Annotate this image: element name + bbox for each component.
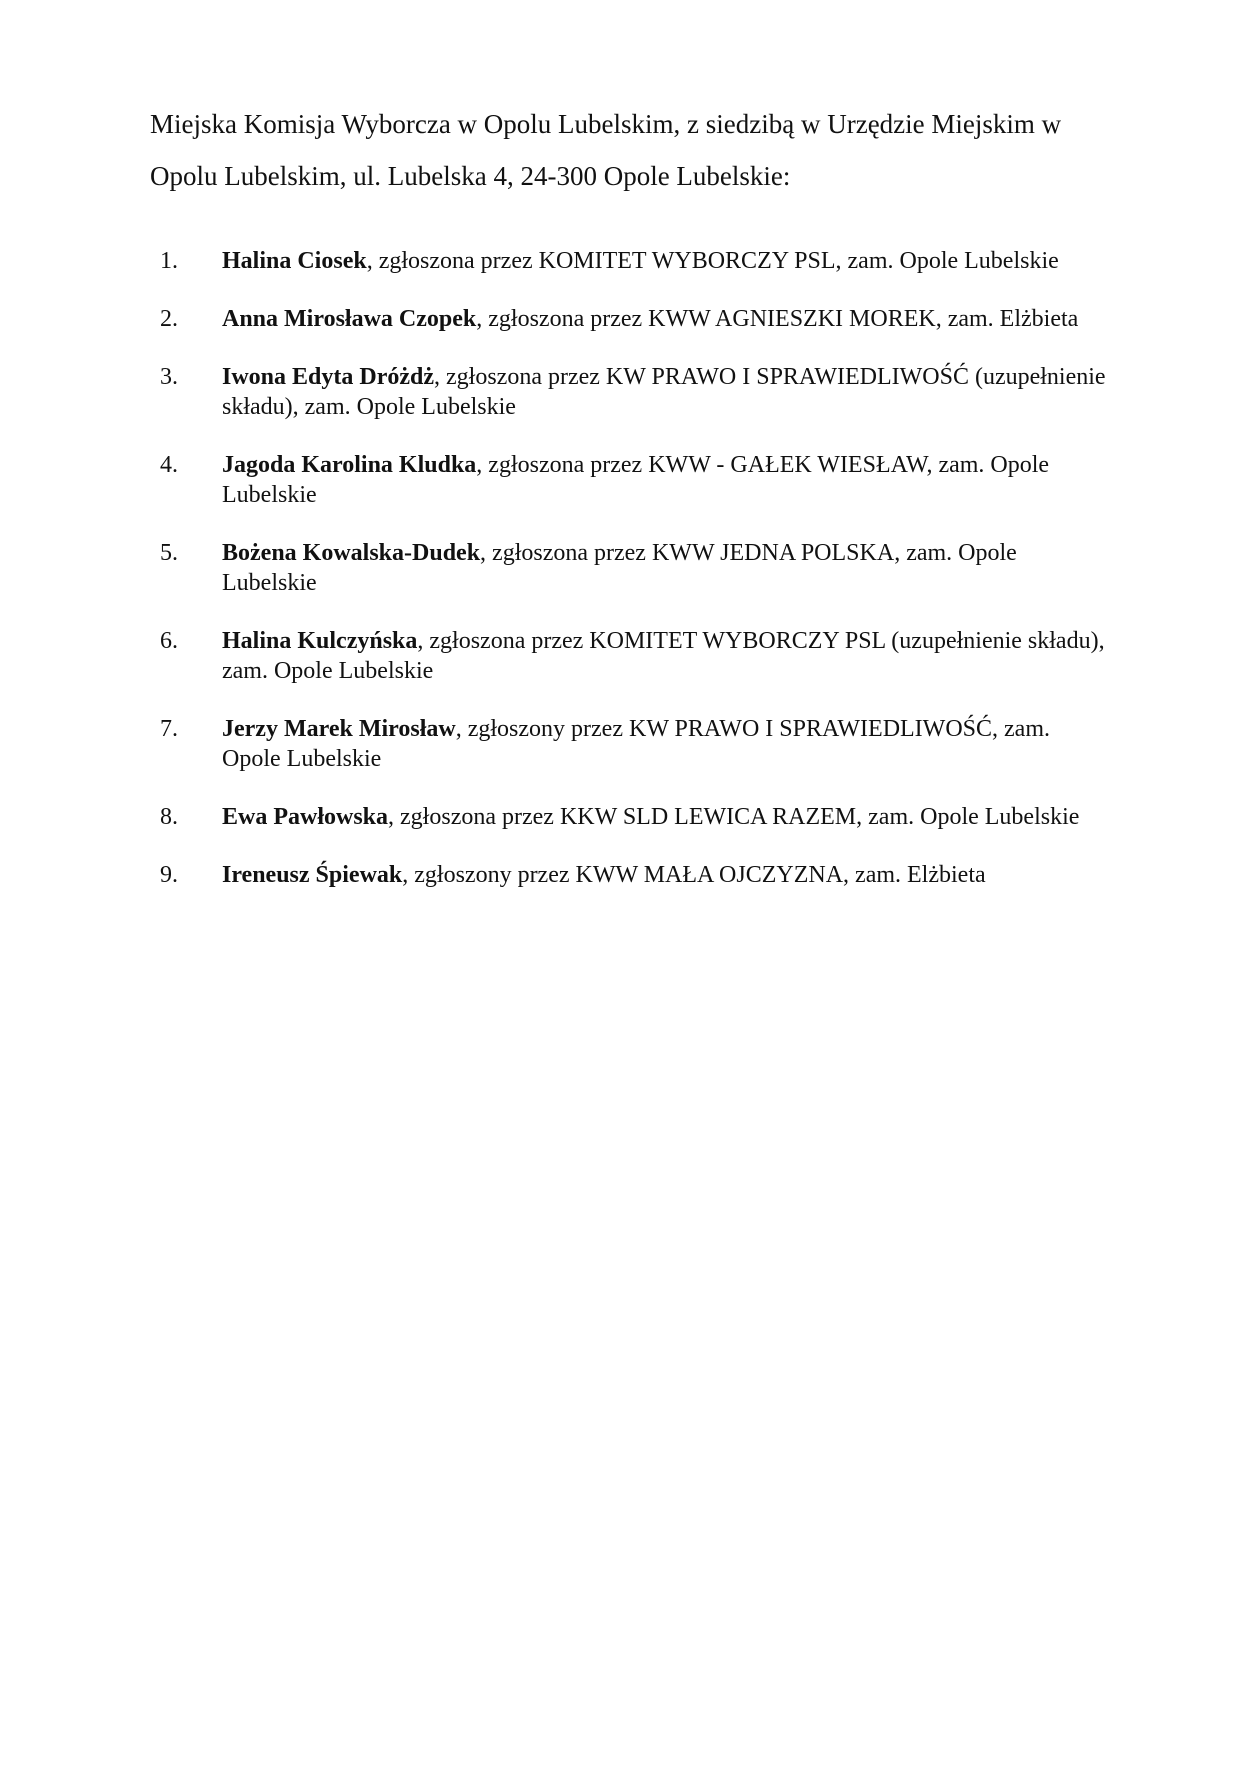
members-list [150, 246, 1110, 918]
item-number: 2. [160, 306, 178, 332]
item-number: 9. [160, 862, 178, 888]
member-details: , zgłoszona przez KOMITET WYBORCZY PSL, zam. Opole Lubelskie [366, 248, 1059, 274]
list-item [150, 626, 1110, 686]
list-item [150, 362, 1110, 422]
member-name: Ireneusz Śpiewak [222, 862, 403, 888]
item-number: 3. [160, 364, 178, 390]
member-details: , zgłoszona przez KW PRAWO I SPRAWIEDLIWOŚĆ (uzupełnienie składu), zam. Opole Lubelskie [222, 364, 1106, 420]
item-number: 5. [160, 540, 178, 566]
item-number: 8. [160, 804, 178, 830]
item-number: 7. [160, 716, 178, 742]
member-details: , zgłoszona przez KWW - GAŁEK WIESŁAW, zam. Opole Lubelskie [222, 452, 1050, 508]
list-item [150, 246, 1110, 276]
member-details: , zgłoszona przez KOMITET WYBORCZY PSL (uzupełnienie składu), zam. Opole Lubelskie [222, 628, 1105, 684]
item-number: 4. [160, 452, 178, 478]
member-name: Anna Mirosława Czopek [222, 306, 477, 332]
item-number: 6. [160, 628, 178, 654]
item-number: 1. [160, 248, 178, 274]
commission-intro: Miejska Komisja Wyborcza w Opolu Lubelskim, z siedzibą w Urzędzie Miejskim w Opolu Lubelskim, ul. Lubelska 4, 24-300 Opole Lubelskie: [150, 109, 1062, 191]
member-details: , zgłoszona przez KWW JEDNA POLSKA, zam. Opole Lubelskie [222, 540, 1017, 596]
list-item [150, 450, 1110, 510]
member-name: Jerzy Marek Mirosław [222, 716, 456, 742]
list-item [150, 860, 1110, 890]
list-item [150, 714, 1110, 774]
member-name: Halina Ciosek [222, 248, 367, 274]
member-details: , zgłoszony przez KW PRAWO I SPRAWIEDLIWOŚĆ, zam. Opole Lubelskie [222, 716, 1050, 772]
member-details: , zgłoszona przez KWW AGNIESZKI MOREK, zam. Elżbieta [476, 306, 1079, 332]
list-item [150, 304, 1110, 334]
member-name: Halina Kulczyńska [222, 628, 418, 654]
member-name: Ewa Pawłowska [222, 804, 389, 830]
list-item [150, 538, 1110, 598]
member-details: , zgłoszony przez KWW MAŁA OJCZYZNA, zam. Elżbieta [402, 862, 986, 888]
member-details: , zgłoszona przez KKW SLD LEWICA RAZEM, zam. Opole Lubelskie [388, 804, 1080, 830]
member-name: Bożena Kowalska-Dudek [222, 540, 481, 566]
member-name: Jagoda Karolina Kludka [222, 452, 477, 478]
list-item [150, 802, 1110, 832]
member-name: Iwona Edyta Dróżdż [222, 364, 435, 390]
